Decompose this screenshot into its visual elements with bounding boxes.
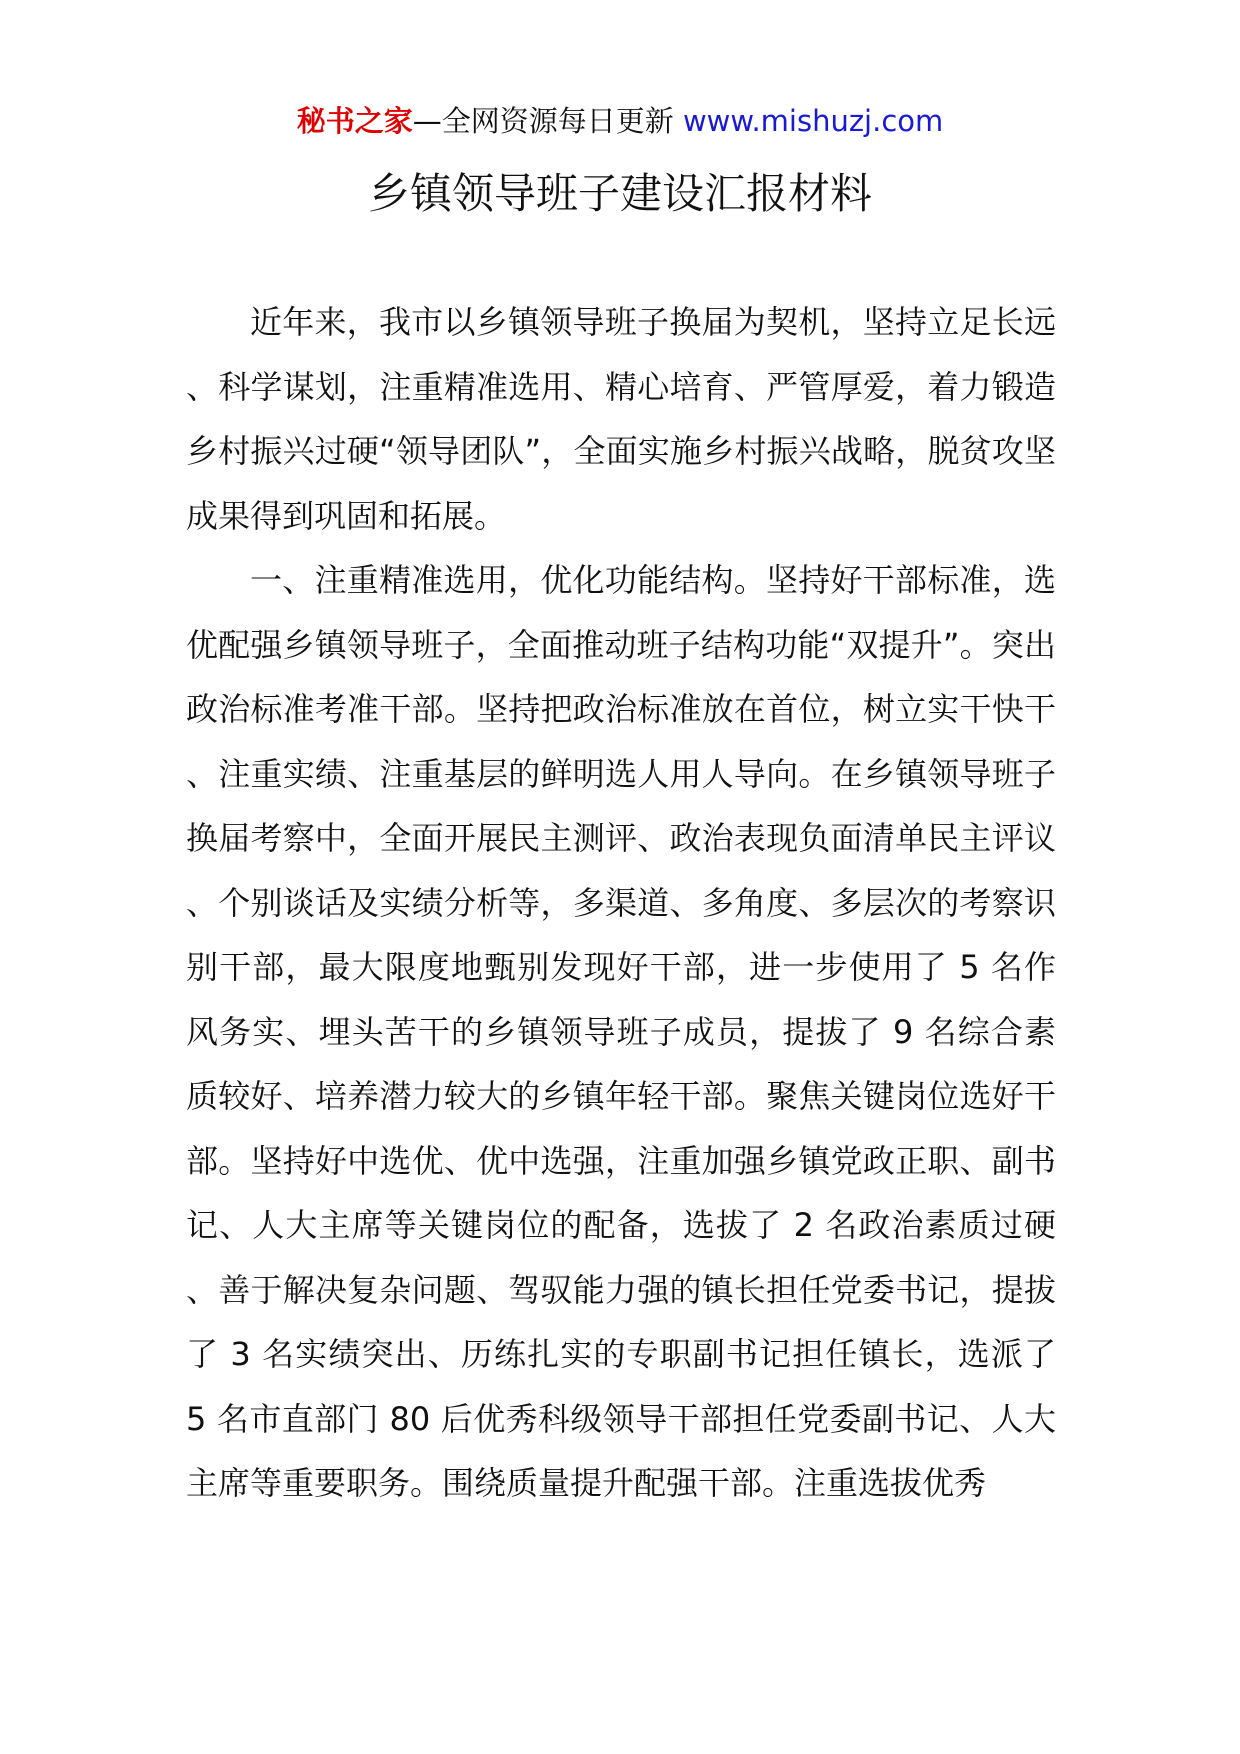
brand-name: 秘书之家 — [296, 104, 413, 138]
document-body — [186, 290, 1056, 1516]
site-url-link[interactable]: www.mishuzj.com — [682, 104, 944, 138]
document-title: 乡镇领导班子建设汇报材料 — [367, 169, 872, 218]
site-banner — [0, 101, 1240, 141]
banner-tagline: —全网资源每日更新 — [412, 104, 674, 138]
paragraph-section-1: 一、注重精准选用，优化功能结构。坚持好干部标准，选优配强乡镇领导班子，全面推动班子结构功能“双提升”。突出政治标准考准干部。坚持把政治标准放在首位，树立实干快干、注重实绩、注重基层的鲜明选人用人导向。在乡镇领导班子换届考察中，全面开展民主测评、政治表现负面清单民主评议、个别谈话及实绩分析等，多渠道、多角度、多层次的考察识别干部，最大限度地甄别发现好干部，进一步使用了 5 名作风务实、埋头苦干的乡镇领导班子成员，提拔了 9 名综合素质较好、培养潜力较大的乡镇年轻干部。聚焦关键岗位选好干部。坚持好中选优、优中选强，注重加强乡镇党政正职、副书记、人大主席等关键岗位的配备，选拔了 2 名政治素质过硬、善于解决复杂问题、驾驭能力强的镇长担任党委书记，提拔了 3 名实绩突出、历练扎实的专职副书记担任镇长，选派了 5 名市直部门 80 后优秀科级领导干部担任党委副书记、人大主席等重要职务。围绕质量提升配强干部。注重选拔优秀 — [186, 561, 1056, 1502]
paragraph-intro: 近年来，我市以乡镇领导班子换届为契机，坚持立足长远、科学谋划，注重精准选用、精心培育、严管厚爱，着力锻造乡村振兴过硬“领导团队”，全面实施乡村振兴战略，脱贫攻坚成果得到巩固和拓展。 — [186, 303, 1056, 535]
